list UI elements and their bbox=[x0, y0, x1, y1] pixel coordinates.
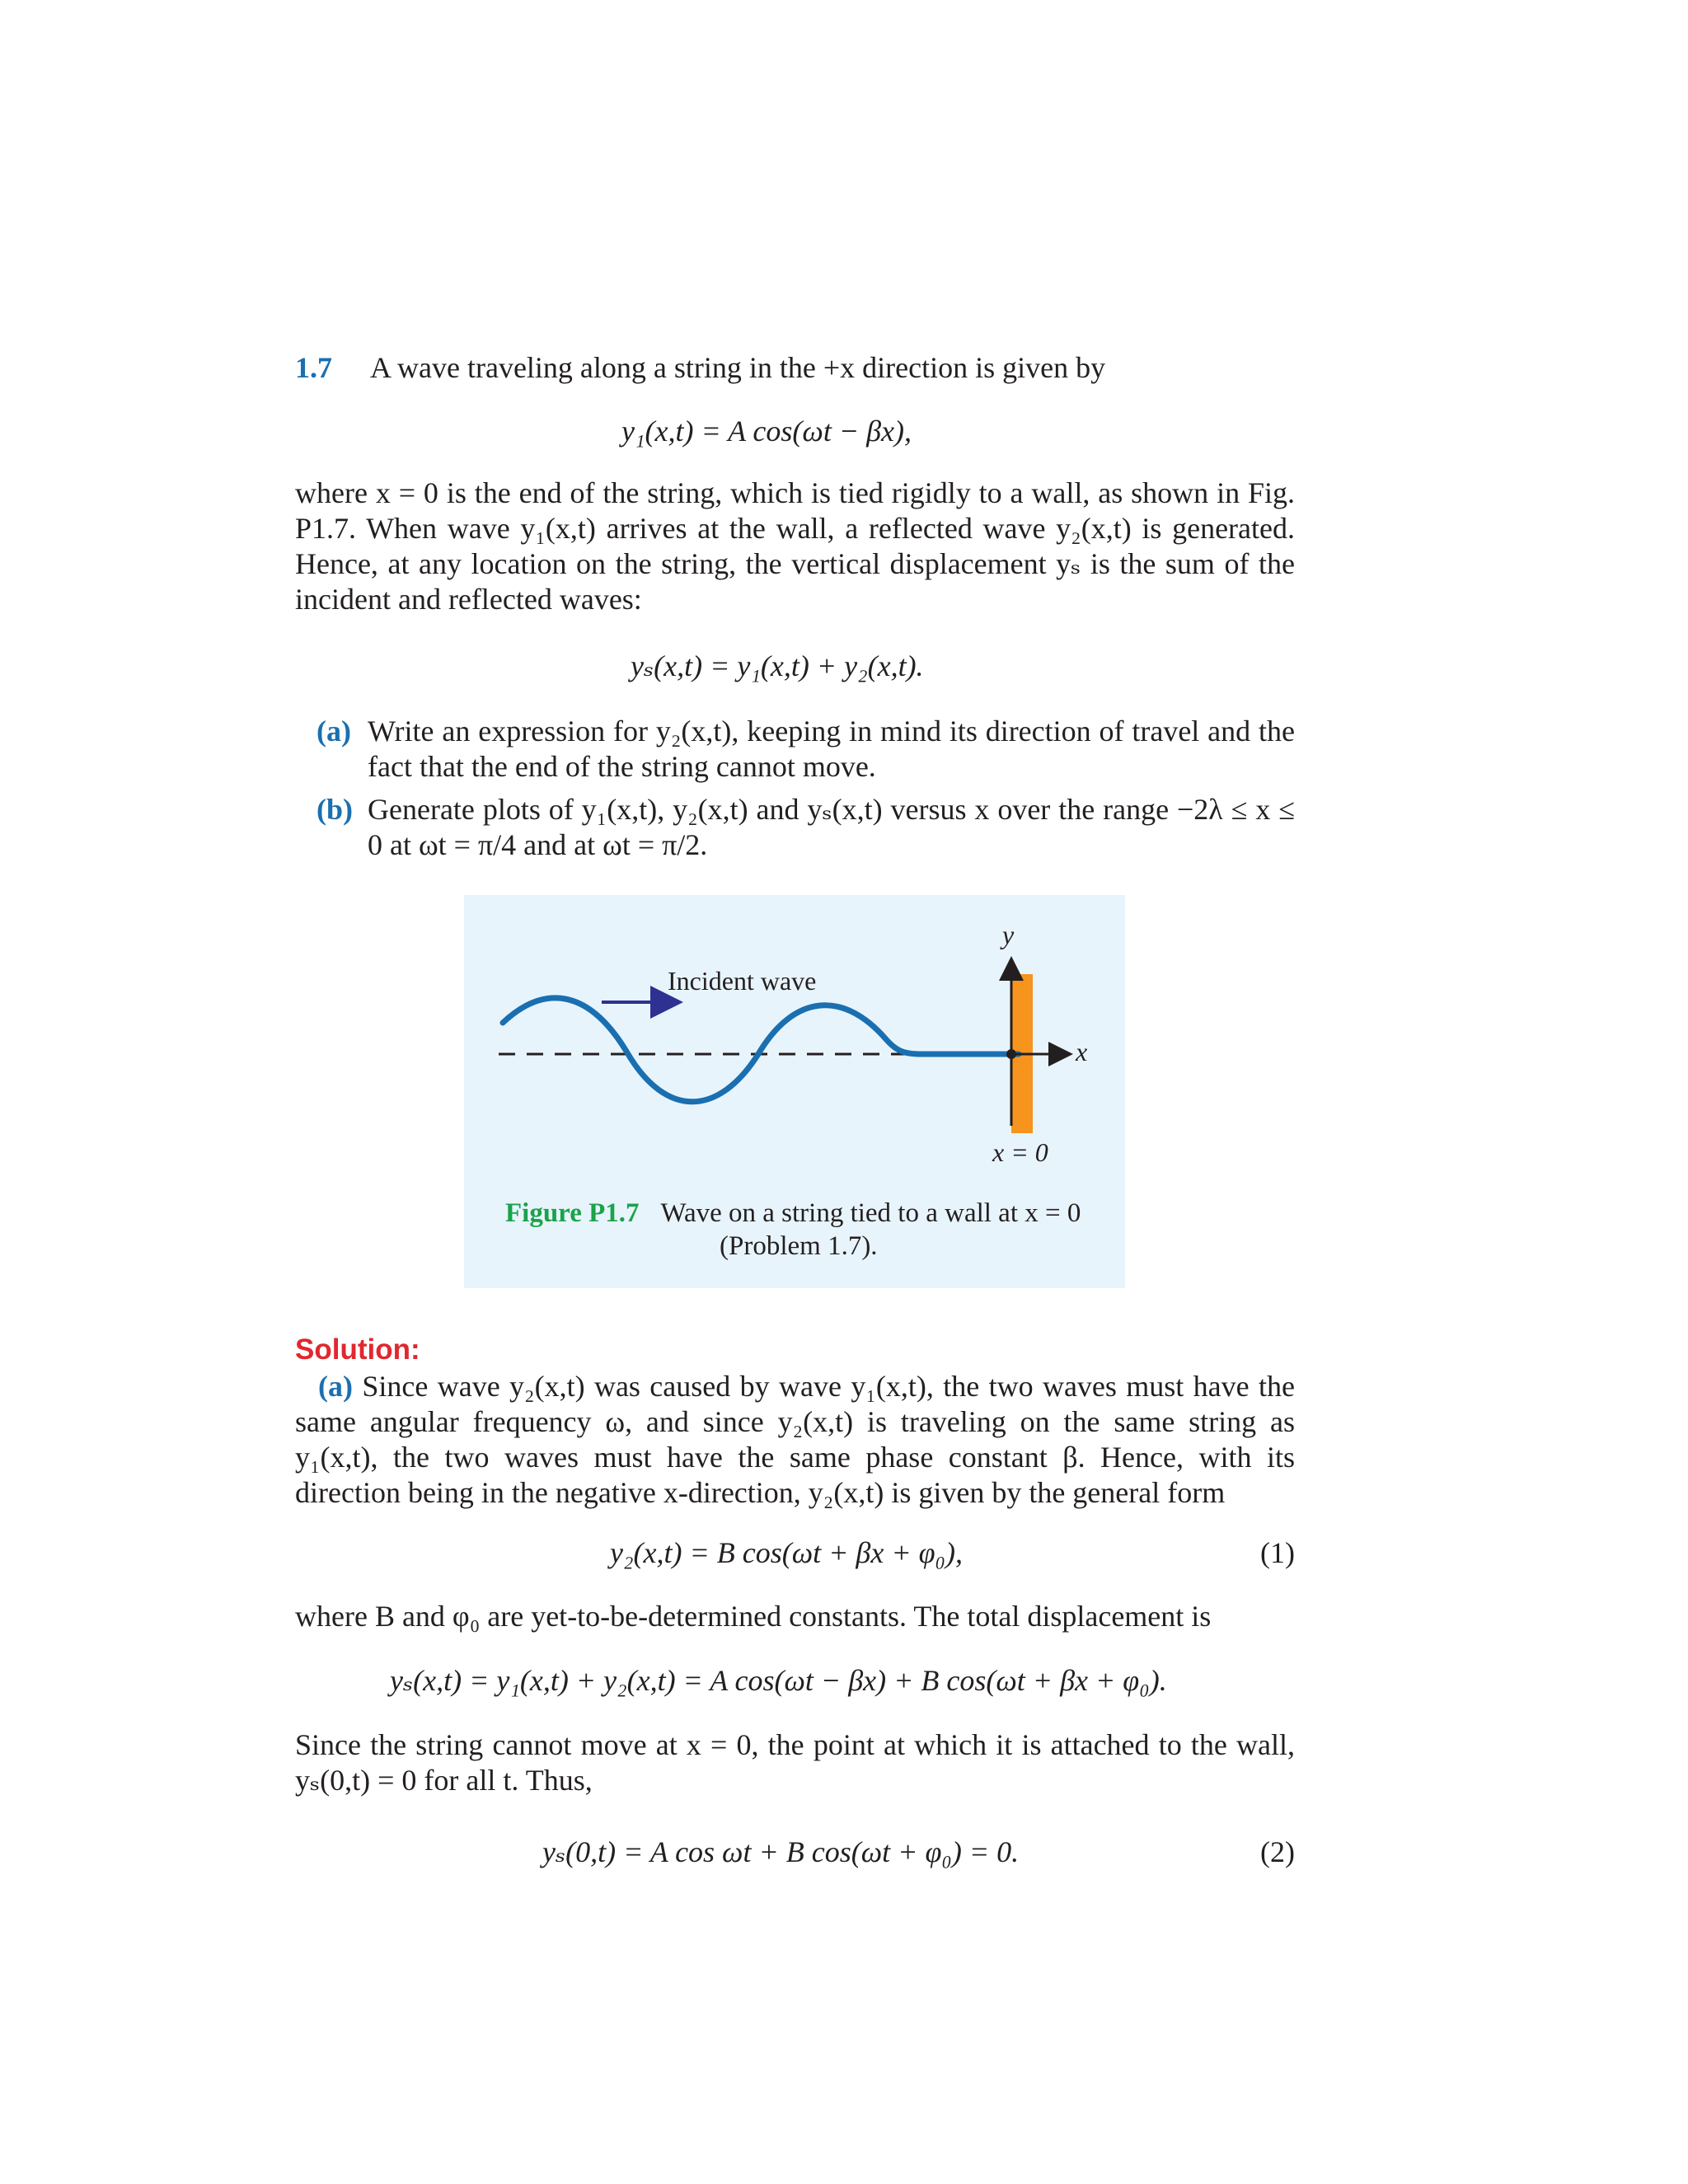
equation-ys: yₛ(x,t) = y₁(x,t) + y₂(x,t). bbox=[631, 649, 924, 682]
origin-label: x = 0 bbox=[992, 1137, 1048, 1167]
figure-caption-line1: Wave on a string tied to a wall at x = 0 bbox=[660, 1198, 1081, 1228]
part-a bbox=[316, 714, 1295, 785]
equation-y2: y₂(x,t) = B cos(ωt + βx + φ₀), bbox=[610, 1536, 964, 1569]
equation-ys-total: yₛ(x,t) = y₁(x,t) + y₂(x,t) = A cos(ωt − βx) + B cos(ωt + βx + φ₀). bbox=[390, 1664, 1167, 1697]
problem-intro: A wave traveling along a string in the +x direction is given by bbox=[370, 351, 1106, 384]
part-b-text: Generate plots of y₁(x,t), y₂(x,t) and yₛ(x,t) versus x over the range −2λ ≤ x ≤ 0 at ωt = π/4 and at ωt = π/2. bbox=[368, 793, 1295, 861]
solution-heading: Solution: bbox=[295, 1333, 420, 1366]
equation-number-1: (1) bbox=[1260, 1536, 1295, 1569]
part-a-text: Write an expression for y₂(x,t), keeping in mind its direction of travel and the fact that the end of the string cannot move. bbox=[368, 715, 1295, 783]
x-axis-label: x bbox=[1076, 1037, 1088, 1066]
problem-header bbox=[295, 350, 1105, 386]
incident-wave-label: Incident wave bbox=[668, 966, 817, 996]
origin-point bbox=[1006, 1049, 1016, 1059]
equation-number-2: (2) bbox=[1260, 1835, 1295, 1868]
problem-paragraph: where x = 0 is the end of the string, which is tied rigidly to a wall, as shown in Fig. P1.7. When wave y₁(x,t) arrives at the wall, a reflected wave y₂(x,t) is generated. Hence, at any location on the string, the vertical displacement yₛ is the sum of the incident and reflected waves: bbox=[295, 476, 1295, 616]
solution-paragraph-3: Since the string cannot move at x = 0, the point at which it is attached to the wall, yₛ(0,t) = 0 for all t. Thus, bbox=[295, 1728, 1295, 1797]
equation-y1: y₁(x,t) = A cos(ωt − βx), bbox=[621, 415, 912, 448]
y-axis-label: y bbox=[1002, 920, 1015, 949]
figure-panel bbox=[464, 895, 1125, 1288]
solution-paragraph-1 bbox=[295, 1369, 1295, 1511]
figure-caption-label: Figure P1.7 bbox=[505, 1198, 640, 1228]
solution-paragraph-2: where B and φ₀ are yet-to-be-determined constants. The total displacement is bbox=[295, 1600, 1212, 1633]
problem-number: 1.7 bbox=[295, 351, 332, 384]
figure-caption bbox=[505, 1197, 1099, 1263]
figure-caption-line2: (Problem 1.7). bbox=[720, 1231, 878, 1261]
part-b bbox=[316, 792, 1295, 863]
solution-paragraph-1-text: Since wave y₂(x,t) was caused by wave y₁(x,t), the two waves must have the same angular frequency ω, and since y₂(x,t) is traveling on the same string as y₁(x,t), the two waves must have the same phase constant β. Hence, with its direction being in the negative x-direction, y₂(x,t) is given by the general form bbox=[295, 1370, 1295, 1509]
part-b-label: (b) bbox=[316, 793, 353, 826]
part-a-label: (a) bbox=[316, 715, 351, 748]
solution-part-a-label: (a) bbox=[318, 1370, 353, 1403]
incident-wave bbox=[503, 998, 1019, 1102]
equation-ys-zero: yₛ(0,t) = A cos ωt + B cos(ωt + φ₀) = 0. bbox=[542, 1835, 1020, 1868]
